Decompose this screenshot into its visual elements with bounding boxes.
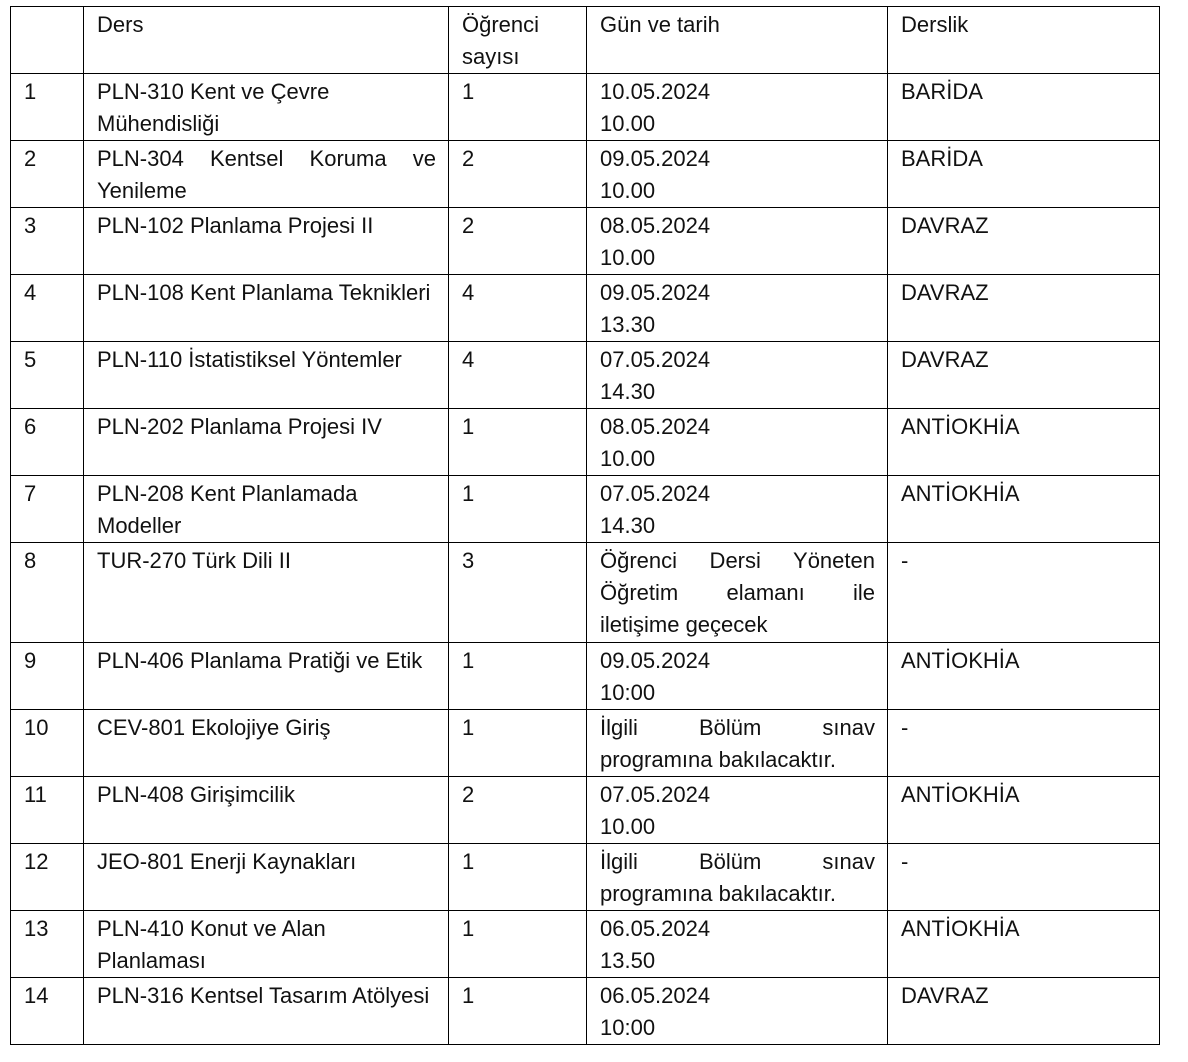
row-no: 14 <box>11 978 84 1045</box>
row-ders: PLN-316 Kentsel Tasarım Atölyesi <box>84 978 449 1045</box>
row-time: 14.30 <box>600 513 656 538</box>
table-row <box>11 275 1160 342</box>
row-no: 11 <box>11 777 84 844</box>
row-derslik: - <box>888 844 1160 911</box>
header-ders: Ders <box>84 7 449 74</box>
table-row <box>11 342 1160 409</box>
table-row <box>11 74 1160 141</box>
row-date: 09.05.2024 <box>600 280 711 305</box>
row-derslik: BARİDA <box>888 141 1160 208</box>
row-ders: PLN-408 Girişimcilik <box>84 777 449 844</box>
row-tarih <box>587 978 888 1045</box>
row-tarih-note: İlgili Bölüm sınav programına bakılacaktır. <box>587 710 888 777</box>
row-tarih <box>587 141 888 208</box>
row-date: 06.05.2024 <box>600 916 711 941</box>
row-ders: JEO-801 Enerji Kaynakları <box>84 844 449 911</box>
header-gun-tarih: Gün ve tarih <box>587 7 888 74</box>
row-ogrenci: 1 <box>449 844 587 911</box>
row-ogrenci: 1 <box>449 476 587 543</box>
row-ogrenci: 2 <box>449 208 587 275</box>
row-no: 4 <box>11 275 84 342</box>
row-tarih <box>587 275 888 342</box>
row-date: 06.05.2024 <box>600 983 711 1008</box>
row-tarih <box>587 777 888 844</box>
row-derslik: DAVRAZ <box>888 978 1160 1045</box>
row-derslik: - <box>888 710 1160 777</box>
row-derslik: ANTİOKHİA <box>888 643 1160 710</box>
row-time: 10:00 <box>600 680 656 705</box>
row-ogrenci: 3 <box>449 543 587 643</box>
row-time: 10.00 <box>600 245 656 270</box>
row-ogrenci: 1 <box>449 643 587 710</box>
row-tarih <box>587 208 888 275</box>
row-tarih <box>587 342 888 409</box>
row-tarih <box>587 476 888 543</box>
exam-schedule-table <box>10 6 1160 1045</box>
row-date: 07.05.2024 <box>600 481 711 506</box>
row-tarih <box>587 643 888 710</box>
header-ogrenci-sayisi: Öğrenci sayısı <box>449 7 587 74</box>
row-tarih <box>587 911 888 978</box>
row-derslik: BARİDA <box>888 74 1160 141</box>
header-no <box>11 7 84 74</box>
table-row <box>11 710 1160 777</box>
row-no: 7 <box>11 476 84 543</box>
row-derslik: DAVRAZ <box>888 208 1160 275</box>
row-no: 13 <box>11 911 84 978</box>
row-date: 10.05.2024 <box>600 79 711 104</box>
row-date: 09.05.2024 <box>600 648 711 673</box>
row-time: 10.00 <box>600 446 656 471</box>
row-no: 3 <box>11 208 84 275</box>
row-tarih <box>587 409 888 476</box>
header-derslik: Derslik <box>888 7 1160 74</box>
row-derslik: ANTİOKHİA <box>888 777 1160 844</box>
row-derslik: DAVRAZ <box>888 342 1160 409</box>
row-date: 07.05.2024 <box>600 347 711 372</box>
row-ogrenci: 2 <box>449 777 587 844</box>
row-derslik: DAVRAZ <box>888 275 1160 342</box>
row-ders: PLN-406 Planlama Pratiği ve Etik <box>84 643 449 710</box>
row-derslik: ANTİOKHİA <box>888 911 1160 978</box>
row-no: 2 <box>11 141 84 208</box>
table-row <box>11 844 1160 911</box>
row-date: 08.05.2024 <box>600 414 711 439</box>
row-ders: TUR-270 Türk Dili II <box>84 543 449 643</box>
row-no: 6 <box>11 409 84 476</box>
row-ogrenci: 1 <box>449 409 587 476</box>
row-no: 5 <box>11 342 84 409</box>
table-row <box>11 409 1160 476</box>
row-ogrenci: 1 <box>449 978 587 1045</box>
row-no: 12 <box>11 844 84 911</box>
row-time: 10.00 <box>600 178 656 203</box>
table-row <box>11 777 1160 844</box>
row-derslik: ANTİOKHİA <box>888 476 1160 543</box>
row-tarih <box>587 74 888 141</box>
row-ders: PLN-202 Planlama Projesi IV <box>84 409 449 476</box>
table-row <box>11 978 1160 1045</box>
row-ders: PLN-208 Kent Planlamada Modeller <box>84 476 449 543</box>
row-no: 1 <box>11 74 84 141</box>
row-ders: PLN-108 Kent Planlama Teknikleri <box>84 275 449 342</box>
row-ogrenci: 2 <box>449 141 587 208</box>
row-ders: PLN-410 Konut ve Alan Planlaması <box>84 911 449 978</box>
row-time: 13.30 <box>600 312 656 337</box>
row-time: 10.00 <box>600 111 656 136</box>
table-row <box>11 643 1160 710</box>
row-ders: PLN-304 Kentsel Koruma ve Yenileme <box>84 141 449 208</box>
table-row <box>11 208 1160 275</box>
row-ders: CEV-801 Ekolojiye Giriş <box>84 710 449 777</box>
table-header-row <box>11 7 1160 74</box>
row-ogrenci: 1 <box>449 74 587 141</box>
row-no: 9 <box>11 643 84 710</box>
row-time: 10.00 <box>600 814 656 839</box>
row-no: 10 <box>11 710 84 777</box>
row-date: 07.05.2024 <box>600 782 711 807</box>
row-date: 08.05.2024 <box>600 213 711 238</box>
row-tarih-note: İlgili Bölüm sınav programına bakılacaktır. <box>587 844 888 911</box>
table-row <box>11 911 1160 978</box>
row-ogrenci: 1 <box>449 710 587 777</box>
row-date: 09.05.2024 <box>600 146 711 171</box>
row-tarih-note: Öğrenci Dersi Yöneten Öğretim elamanı ile iletişime geçecek <box>587 543 888 643</box>
row-ogrenci: 4 <box>449 342 587 409</box>
row-ogrenci: 1 <box>449 911 587 978</box>
row-derslik: - <box>888 543 1160 643</box>
row-time: 10:00 <box>600 1015 656 1040</box>
table-row <box>11 141 1160 208</box>
row-ogrenci: 4 <box>449 275 587 342</box>
table-row <box>11 543 1160 643</box>
row-ders: PLN-110 İstatistiksel Yöntemler <box>84 342 449 409</box>
row-ders: PLN-102 Planlama Projesi II <box>84 208 449 275</box>
row-time: 13.50 <box>600 948 656 973</box>
row-derslik: ANTİOKHİA <box>888 409 1160 476</box>
row-time: 14.30 <box>600 379 656 404</box>
row-ders: PLN-310 Kent ve Çevre Mühendisliği <box>84 74 449 141</box>
table-row <box>11 476 1160 543</box>
row-no: 8 <box>11 543 84 643</box>
